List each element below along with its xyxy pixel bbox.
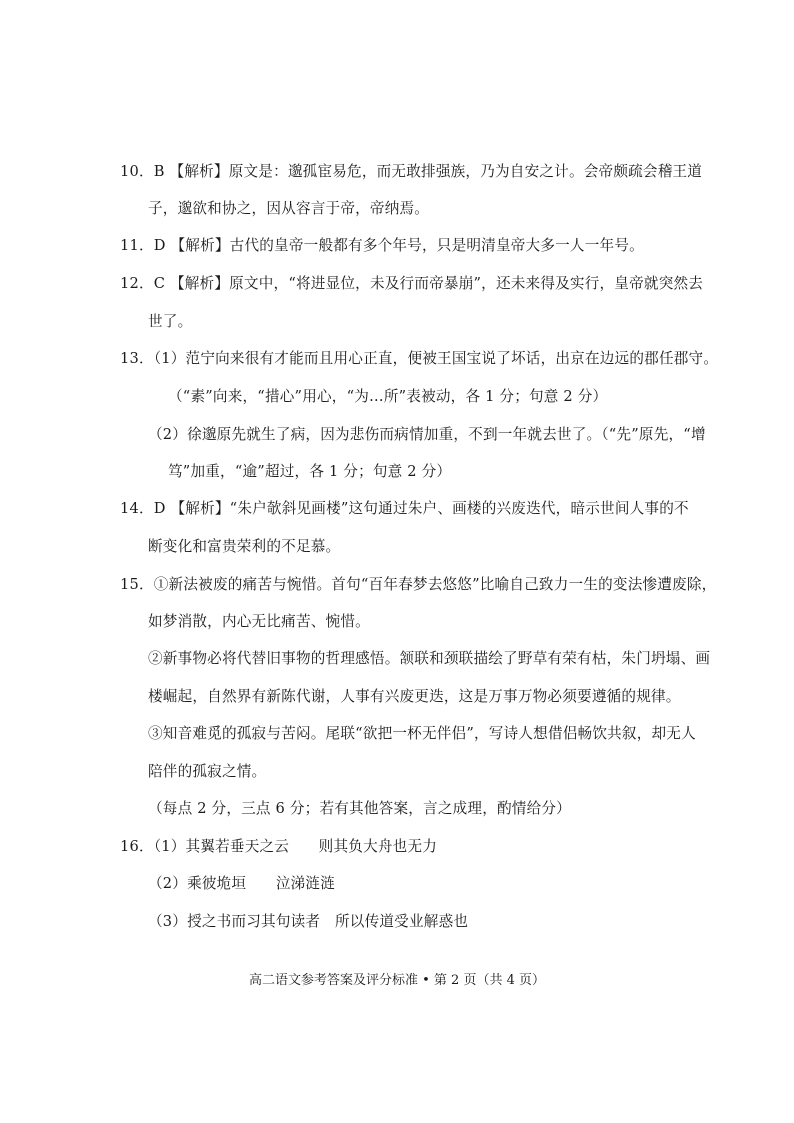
q11-line-1: 11．D 【解析】古代的皇帝一般都有多个年号，只是明清皇帝大多一人一年号。	[120, 237, 644, 254]
q16-line-3: （3）授之书而习其句读者 所以传道受业解惑也	[148, 913, 469, 930]
q14-line-2: 断变化和富贵荣利的不足慕。	[148, 538, 341, 555]
q15-line-6: 陪伴的孤寂之情。	[148, 763, 267, 780]
q13-line-4: 笃”加重，“逾”超过，各 1 分；句意 2 分）	[168, 463, 452, 480]
q12-line-2: 世了。	[148, 313, 193, 330]
q10-line-2: 子，邈欲和协之，因从容言于帝，帝纳焉。	[148, 200, 430, 217]
q15-line-1: 15．①新法被废的痛苦与惋惜。首句“百年春梦去悠悠”比喻自己致力一生的变法惨遭废除，	[120, 576, 717, 593]
q13-line-1: 13．（1）范宁向来很有才能而且用心正直，便被王国宝说了坏话，出京在边远的郡任郡守。	[120, 350, 719, 367]
q15-line-3: ②新事物必将代替旧事物的哲理感悟。颔联和颈联描绘了野草有荣有枯，朱门坍塌、画	[148, 650, 711, 667]
q16-line-1: 16．（1）其翼若垂天之云 则其负大舟也无力	[120, 838, 438, 855]
q15-line-2: 如梦消散，内心无比痛苦、惋惜。	[148, 613, 370, 630]
q10-line-1: 10．B 【解析】原文是：邈孤宦易危，而无敢排强族，乃为自安之计。会帝颇疏会稽王道	[120, 163, 703, 180]
q14-line-1: 14．D 【解析】“朱户欹斜见画楼”这句通过朱户、画楼的兴废迭代，暗示世间人事的不	[120, 500, 689, 517]
page-footer: 高二语文参考答案及评分标准 • 第 2 页（共 4 页）	[248, 973, 545, 988]
q15-line-5: ③知音难觅的孤寂与苦闷。尾联“欲把一杯无伴侣”，写诗人想借侣畅饮共叙，却无人	[148, 725, 696, 742]
q12-line-1: 12．C 【解析】原文中，“将进显位，未及行而帝暴崩”，还未来得及实行，皇帝就突然去	[120, 275, 704, 292]
q13-line-2: （“素”向来，“措心”用心，“为…所”表被动，各 1 分；句意 2 分）	[168, 388, 608, 405]
q13-line-3: （2）徐邈原先就生了病，因为悲伤而病情加重，不到一年就去世了。（“先”原先，“增	[148, 426, 706, 443]
q15-line-7: （每点 2 分，三点 6 分；若有其他答案，言之成理，酌情给分）	[148, 800, 571, 817]
q16-line-2: （2）乘彼垝垣 泣涕涟涟	[148, 875, 336, 892]
q15-line-4: 楼崛起，自然界有新陈代谢，人事有兴废更迭，这是万事万物必须要遵循的规律。	[148, 688, 681, 705]
